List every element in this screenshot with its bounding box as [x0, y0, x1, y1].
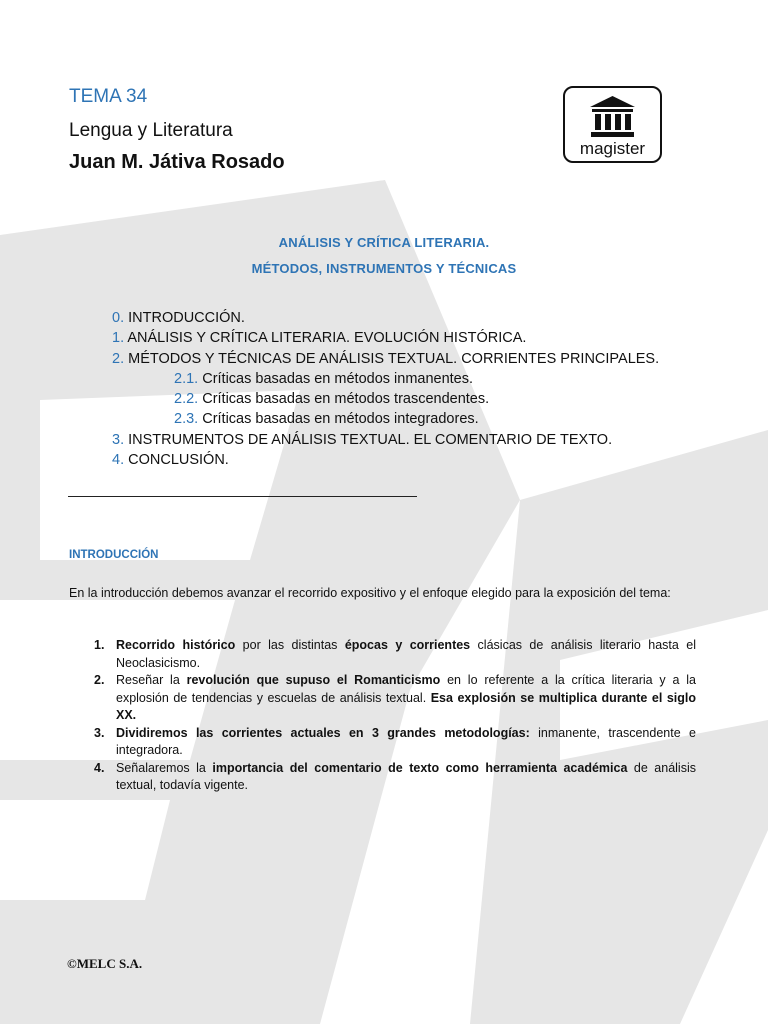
toc-number: 2.2.	[174, 391, 199, 408]
toc-text: Críticas basadas en métodos trascendentes.	[198, 391, 490, 408]
document-title-line-1: ANÁLISIS Y CRÍTICA LITERARIA.	[278, 235, 490, 250]
plain-text: Señalaremos la	[116, 760, 213, 775]
intro-heading: INTRODUCCIÓN	[69, 549, 159, 561]
toc-item-2-1	[112, 369, 732, 389]
toc-item-0	[112, 308, 732, 328]
plain-text: en lo referente a la crítica literaria y a la explosión de tendencias y escuelas de análisis textual.	[116, 673, 696, 705]
bold-text: Recorrido histórico	[116, 638, 236, 652]
tema-number: TEMA 34	[69, 86, 148, 107]
intro-list-item-1	[94, 637, 696, 672]
section-divider	[68, 496, 417, 497]
plain-text: Reseñar la	[116, 673, 187, 687]
toc-number: 2.3.	[174, 411, 199, 428]
toc-item-2-2	[112, 389, 732, 409]
footer-copyright: ©MELC S.A.	[67, 956, 143, 971]
bold-text: épocas y corrientes	[344, 638, 471, 652]
toc-number: 4.	[112, 452, 125, 469]
intro-list-item-3	[94, 725, 696, 760]
plain-text: de análisis textual, todavía vigente.	[116, 760, 696, 792]
bold-text: Dividiremos las corrientes actuales en 3 grandes metodologías:	[116, 725, 530, 740]
toc-item-2	[112, 349, 732, 369]
toc-item-4	[112, 450, 732, 470]
toc-item-1	[112, 328, 732, 348]
plain-text: por las distintas	[235, 638, 345, 652]
toc-text: MÉTODOS Y TÉCNICAS DE ANÁLISIS TEXTUAL. CORRIENTES PRINCIPALES.	[124, 350, 660, 367]
toc-text: INSTRUMENTOS DE ANÁLISIS TEXTUAL. EL COMENTARIO DE TEXTO.	[124, 431, 613, 448]
toc-text: INTRODUCCIÓN.	[124, 310, 245, 326]
toc-number: 3.	[112, 431, 125, 448]
bold-text: importancia del comentario de texto como herramienta académica	[212, 760, 628, 775]
plain-text: inmanente, trascendente e integradora.	[116, 725, 697, 757]
list-number: 3.	[94, 725, 105, 740]
toc-text: Críticas basadas en métodos integradores.	[198, 411, 479, 428]
toc-text: Críticas basadas en métodos inmanentes.	[198, 370, 474, 387]
logo-text: magister	[579, 139, 646, 158]
toc-item-2-3	[112, 409, 732, 429]
list-number: 1.	[94, 638, 105, 652]
toc-number: 0.	[112, 310, 125, 326]
toc-number: 2.	[112, 350, 125, 367]
building-columns-icon	[590, 96, 635, 138]
intro-paragraph: En la introducción debemos avanzar el recorrido expositivo y el enfoque elegido para la exposición del tema:	[69, 586, 671, 600]
list-number: 4.	[94, 760, 105, 775]
list-number: 2.	[94, 673, 105, 687]
toc-text: CONCLUSIÓN.	[124, 452, 229, 469]
magister-logo	[563, 86, 662, 163]
table-of-contents	[112, 308, 732, 470]
toc-text: ANÁLISIS Y CRÍTICA LITERARIA. EVOLUCIÓN HISTÓRICA.	[124, 330, 527, 347]
intro-list-item-2	[94, 672, 696, 725]
toc-item-3	[112, 430, 732, 450]
bold-text: Esa explosión se multiplica durante el siglo XX.	[116, 690, 696, 722]
intro-list	[94, 637, 696, 795]
toc-number: 1.	[112, 330, 125, 347]
plain-text: clásicas de análisis literario hasta el Neoclasicismo.	[116, 638, 696, 670]
bold-text: revolución que supuso el Romanticismo	[186, 673, 441, 687]
author-name: Juan M. Játiva Rosado	[69, 151, 285, 173]
intro-list-item-4	[94, 760, 696, 795]
toc-number: 2.1.	[174, 370, 199, 387]
document-title-line-2: MÉTODOS, INSTRUMENTOS Y TÉCNICAS	[251, 261, 517, 276]
subject-title: Lengua y Literatura	[69, 120, 233, 141]
